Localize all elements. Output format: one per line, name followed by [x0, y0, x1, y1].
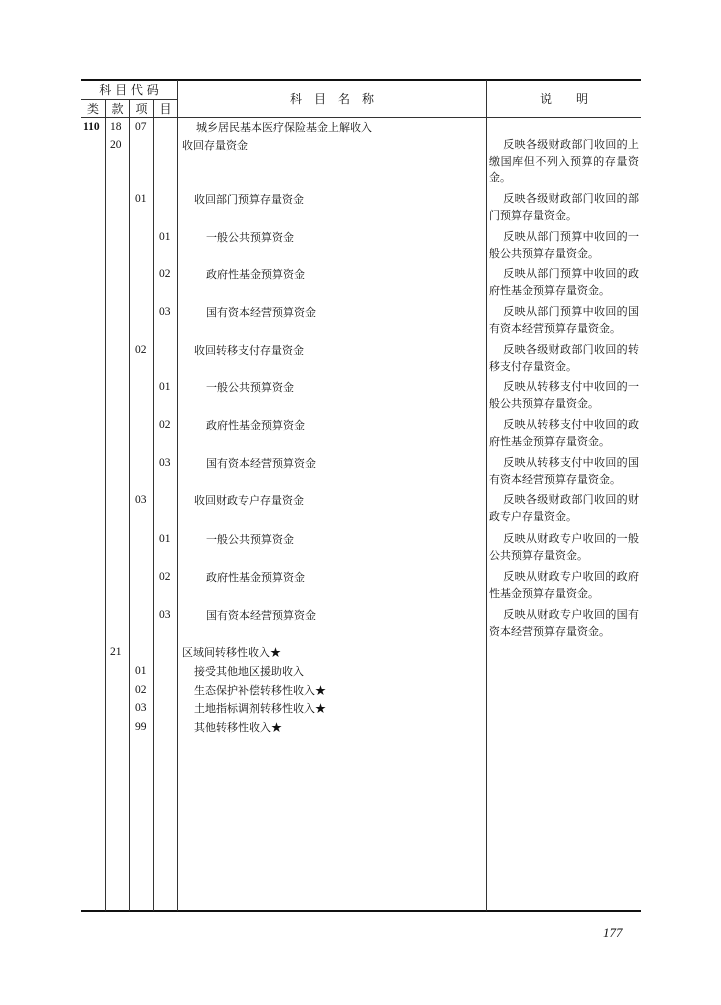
- row-description: 反映从转移支付中收回的政府性基金预算存量资金。: [489, 418, 639, 448]
- row-kuan-code: 20: [110, 139, 122, 151]
- row-xiang-code: 02: [135, 344, 147, 356]
- row-mu-code: 02: [159, 571, 171, 583]
- row-description: 反映从财政专户收回的一般公共预算存量资金。: [489, 532, 639, 562]
- row-description: 反映从财政专户收回的国有资本经营预算存量资金。: [489, 608, 639, 638]
- header-code-group: 科 目 代 码: [99, 83, 159, 97]
- row-mu-code: 02: [159, 419, 171, 431]
- row-mu-code: 02: [159, 268, 171, 280]
- row-subject-name: 政府性基金预算资金: [206, 268, 305, 281]
- row-subject-name: 国有资本经营预算资金: [206, 306, 316, 319]
- row-subject-name: 政府性基金预算资金: [206, 571, 305, 584]
- table-top-rule: [81, 79, 641, 81]
- row-mu-code: 03: [159, 609, 171, 621]
- header-lei: 类: [86, 102, 99, 116]
- divider-xiang-mu: [153, 100, 154, 911]
- row-subject-name: 收回部门预算存量资金: [194, 193, 304, 206]
- row-kuan-code: 21: [110, 646, 122, 658]
- row-subject-name: 一般公共预算资金: [206, 533, 294, 546]
- divider-code-name: [177, 80, 178, 911]
- header-name: 科 目 名 称: [289, 92, 374, 106]
- row-subject-name: 国有资本经营预算资金: [206, 457, 316, 470]
- row-subject-name: 土地指标调剂转移性收入★: [194, 702, 326, 715]
- row-description: 反映各级财政部门收回的转移支付存量资金。: [489, 343, 639, 373]
- row-subject-name: 一般公共预算资金: [206, 381, 294, 394]
- row-subject-name: 生态保护补偿转移性收入★: [194, 684, 326, 697]
- row-xiang-code: 02: [135, 684, 147, 696]
- page-number: 177: [603, 925, 623, 940]
- row-kuan-code: 18: [110, 121, 122, 133]
- row-description: 反映各级财政部门收回的上缴国库但不列入预算的存量资金。: [489, 138, 639, 185]
- row-description: 反映从转移支付中收回的一般公共预算存量资金。: [489, 380, 639, 410]
- table-bottom-rule: [81, 910, 641, 912]
- row-xiang-code: 07: [135, 121, 147, 133]
- row-subject-name: 一般公共预算资金: [206, 231, 294, 244]
- divider-name-desc: [486, 80, 487, 911]
- row-mu-code: 01: [159, 381, 171, 393]
- row-description: 反映从财政专户收回的政府性基金预算存量资金。: [489, 570, 639, 600]
- row-description: 反映从部门预算中收回的国有资本经营预算存量资金。: [489, 305, 639, 335]
- row-xiang-code: 01: [135, 193, 147, 205]
- divider-lei-kuan: [105, 100, 106, 911]
- row-description: 反映各级财政部门收回的部门预算存量资金。: [489, 192, 639, 222]
- row-mu-code: 01: [159, 231, 171, 243]
- row-description: 反映各级财政部门收回的财政专户存量资金。: [489, 493, 639, 523]
- row-lei-code: 110: [83, 121, 100, 133]
- row-subject-name: 政府性基金预算资金: [206, 419, 305, 432]
- row-mu-code: 03: [159, 457, 171, 469]
- row-subject-name: 国有资本经营预算资金: [206, 609, 316, 622]
- row-subject-name: 收回财政专户存量资金: [194, 494, 304, 507]
- row-subject-name: 收回存量资金: [182, 139, 248, 152]
- row-subject-name: 收回转移支付存量资金: [194, 344, 304, 357]
- row-description: 反映从转移支付中收回的国有资本经营预算存量资金。: [489, 456, 639, 486]
- row-description: 反映从部门预算中收回的一般公共预算存量资金。: [489, 230, 639, 260]
- row-subject-name: 区域间转移性收入★: [182, 646, 281, 659]
- row-mu-code: 03: [159, 306, 171, 318]
- row-xiang-code: 03: [135, 702, 147, 714]
- row-xiang-code: 03: [135, 494, 147, 506]
- header-bottom-rule: [81, 117, 641, 118]
- divider-kuan-xiang: [129, 100, 130, 911]
- row-description: 反映从部门预算中收回的政府性基金预算存量资金。: [489, 267, 639, 297]
- header-kuan: 款: [111, 102, 124, 116]
- row-subject-name: 其他转移性收入★: [194, 721, 282, 734]
- row-subject-name: 城乡居民基本医疗保险基金上解收入: [196, 121, 372, 134]
- row-xiang-code: 01: [135, 665, 147, 677]
- row-xiang-code: 99: [135, 721, 147, 733]
- header-xiang: 项: [135, 102, 148, 116]
- row-subject-name: 接受其他地区援助收入: [194, 665, 304, 678]
- header-mu: 目: [159, 102, 172, 116]
- header-desc: 说 明: [539, 92, 588, 106]
- row-mu-code: 01: [159, 533, 171, 545]
